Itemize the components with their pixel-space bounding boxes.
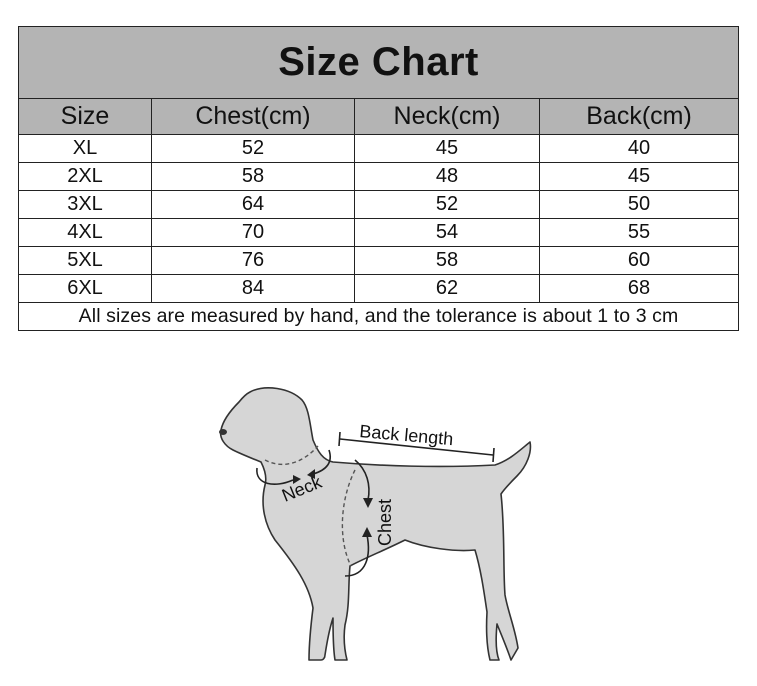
cell-neck: 45 [355,135,540,163]
header-neck: Neck(cm) [355,99,540,135]
cell-chest: 64 [152,191,355,219]
header-row [19,99,739,135]
table-row [19,275,739,303]
header-size: Size [19,99,152,135]
title-row [19,27,739,99]
cell-neck: 62 [355,275,540,303]
cell-back: 40 [540,135,739,163]
cell-neck: 52 [355,191,540,219]
cell-chest: 70 [152,219,355,247]
table-row [19,163,739,191]
cell-size: XL [19,135,152,163]
cell-back: 60 [540,247,739,275]
cell-back: 45 [540,163,739,191]
header-back: Back(cm) [540,99,739,135]
cell-size: 2XL [19,163,152,191]
cell-chest: 76 [152,247,355,275]
table-row [19,191,739,219]
cell-back: 68 [540,275,739,303]
cell-chest: 58 [152,163,355,191]
size-chart-table [18,26,739,331]
header-chest: Chest(cm) [152,99,355,135]
back-length-label: Back length [358,421,455,450]
table-title: Size Chart [19,27,739,99]
cell-neck: 48 [355,163,540,191]
cell-back: 50 [540,191,739,219]
cell-size: 5XL [19,247,152,275]
tolerance-note: All sizes are measured by hand, and the tolerance is about 1 to 3 cm [19,303,739,331]
table-row [19,247,739,275]
dog-nose [219,429,227,435]
back-length-tick-right [493,448,494,462]
note-row [19,303,739,331]
dog-measurement-diagram [205,380,545,665]
cell-back: 55 [540,219,739,247]
chest-label: Chest [375,498,395,546]
back-length-tick-left [339,432,340,446]
table-row [19,219,739,247]
cell-size: 6XL [19,275,152,303]
cell-size: 4XL [19,219,152,247]
cell-neck: 54 [355,219,540,247]
cell-neck: 58 [355,247,540,275]
table-row [19,135,739,163]
cell-chest: 52 [152,135,355,163]
cell-chest: 84 [152,275,355,303]
neck-label: Neck [279,471,325,506]
cell-size: 3XL [19,191,152,219]
